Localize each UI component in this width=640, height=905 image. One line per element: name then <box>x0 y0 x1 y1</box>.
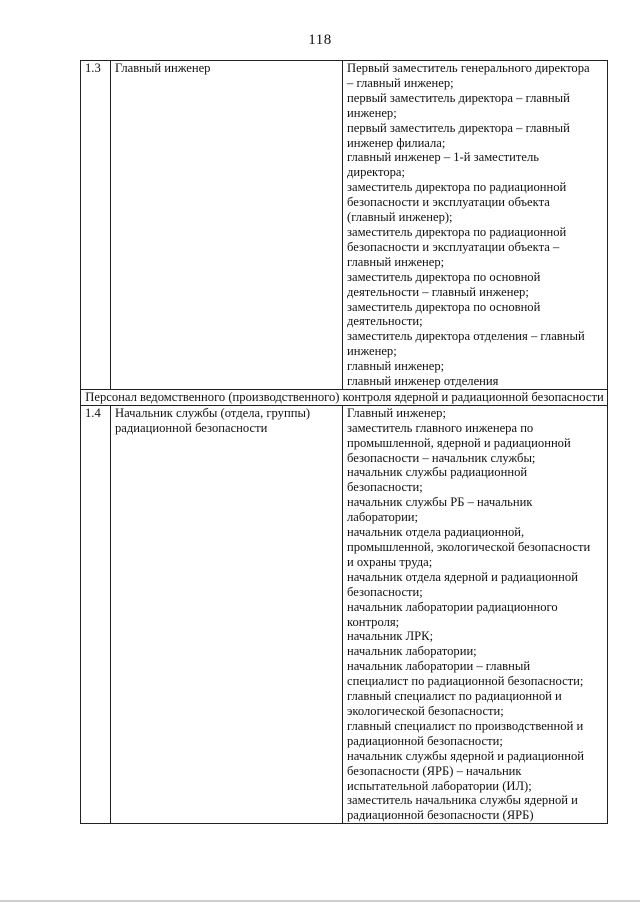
section-header: Персонал ведомственного (производственного) контроля ядерной и радиационной безопасности <box>81 389 608 405</box>
row-number: 1.4 <box>81 405 111 823</box>
table-row <box>81 405 608 823</box>
position-line: главный инженер отделения <box>347 374 499 389</box>
scan-edge <box>0 900 640 902</box>
position-line: начальник отдела радиационной, <box>347 525 525 540</box>
position-line: радиационной безопасности (ЯРБ) <box>347 808 534 823</box>
position-line: начальник лаборатории; <box>347 644 477 659</box>
position-line: начальник лаборатории радиационного <box>347 599 558 614</box>
position-line: безопасности и эксплуатации объекта – <box>347 239 560 254</box>
position-line: начальник службы РБ – начальник <box>347 495 533 510</box>
row-position-name: Главный инженер <box>111 61 343 390</box>
section-row <box>81 389 608 405</box>
row-equivalent-positions <box>343 61 608 390</box>
position-line: заместитель директора по основной <box>347 269 541 284</box>
position-line: начальник лаборатории – главный <box>347 659 531 674</box>
position-line: первый заместитель директора – главный <box>347 90 570 105</box>
position-line: главный инженер; <box>347 359 445 374</box>
position-line: заместитель главного инженера по <box>347 420 534 435</box>
position-line: заместитель директора по основной <box>347 299 541 314</box>
page-number: 118 <box>308 32 332 48</box>
position-line: радиационной безопасности; <box>347 733 503 748</box>
position-line: заместитель директора отделения – главный <box>347 329 585 344</box>
position-line: главный специалист по радиационной и <box>347 689 562 704</box>
position-line: промышленной, экологической безопасности <box>347 540 591 554</box>
position-line: заместитель начальника службы ядерной и <box>347 793 578 808</box>
position-line: безопасности и эксплуатации объекта <box>347 195 550 210</box>
position-line: специалист по радиационной безопасности; <box>347 674 584 689</box>
position-line: Главный инженер; <box>347 405 446 420</box>
position-line: безопасности – начальник службы; <box>347 450 536 465</box>
position-line: безопасности; <box>347 584 423 599</box>
position-line: главный инженер; <box>347 254 445 269</box>
position-line: и охраны труда; <box>347 554 433 569</box>
row-equivalent-positions <box>343 405 608 823</box>
table-row <box>81 61 608 390</box>
position-line: первый заместитель директора – главный <box>347 120 570 135</box>
position-line: директора; <box>347 165 406 180</box>
position-line: безопасности (ЯРБ) – начальник <box>347 763 522 778</box>
position-line: лаборатории; <box>347 510 419 525</box>
position-line: деятельности – главный инженер; <box>347 284 529 299</box>
position-line: начальник ЛРК; <box>347 629 434 644</box>
position-line: главный инженер – 1-й заместитель <box>347 150 540 165</box>
position-line: заместитель директора по радиационной <box>347 224 567 239</box>
position-line: испытательной лаборатории (ИЛ); <box>347 778 532 793</box>
row-number: 1.3 <box>81 61 111 390</box>
position-line: контроля; <box>347 614 400 629</box>
position-line: промышленной, ядерной и радиационной <box>347 435 571 450</box>
position-line: (главный инженер); <box>347 210 453 225</box>
position-line: заместитель директора по радиационной <box>347 180 567 195</box>
position-line: – главный инженер; <box>347 75 454 90</box>
position-line: Первый заместитель генерального директора <box>347 61 590 75</box>
position-line: начальник службы радиационной <box>347 465 528 480</box>
position-line: начальник службы ядерной и радиационной <box>347 748 585 763</box>
position-line: деятельности; <box>347 314 423 329</box>
position-line: начальник отдела ядерной и радиационной <box>347 569 578 584</box>
position-line: инженер филиала; <box>347 135 446 150</box>
position-line: экологической безопасности; <box>347 703 504 718</box>
position-line: безопасности; <box>347 480 423 495</box>
position-line: главный специалист по производственной и <box>347 718 584 733</box>
row-position-name: Начальник службы (отдела, группы) радиационной безопасности <box>111 405 343 823</box>
position-line: инженер; <box>347 105 397 120</box>
position-line: инженер; <box>347 344 397 359</box>
positions-table <box>80 60 608 824</box>
